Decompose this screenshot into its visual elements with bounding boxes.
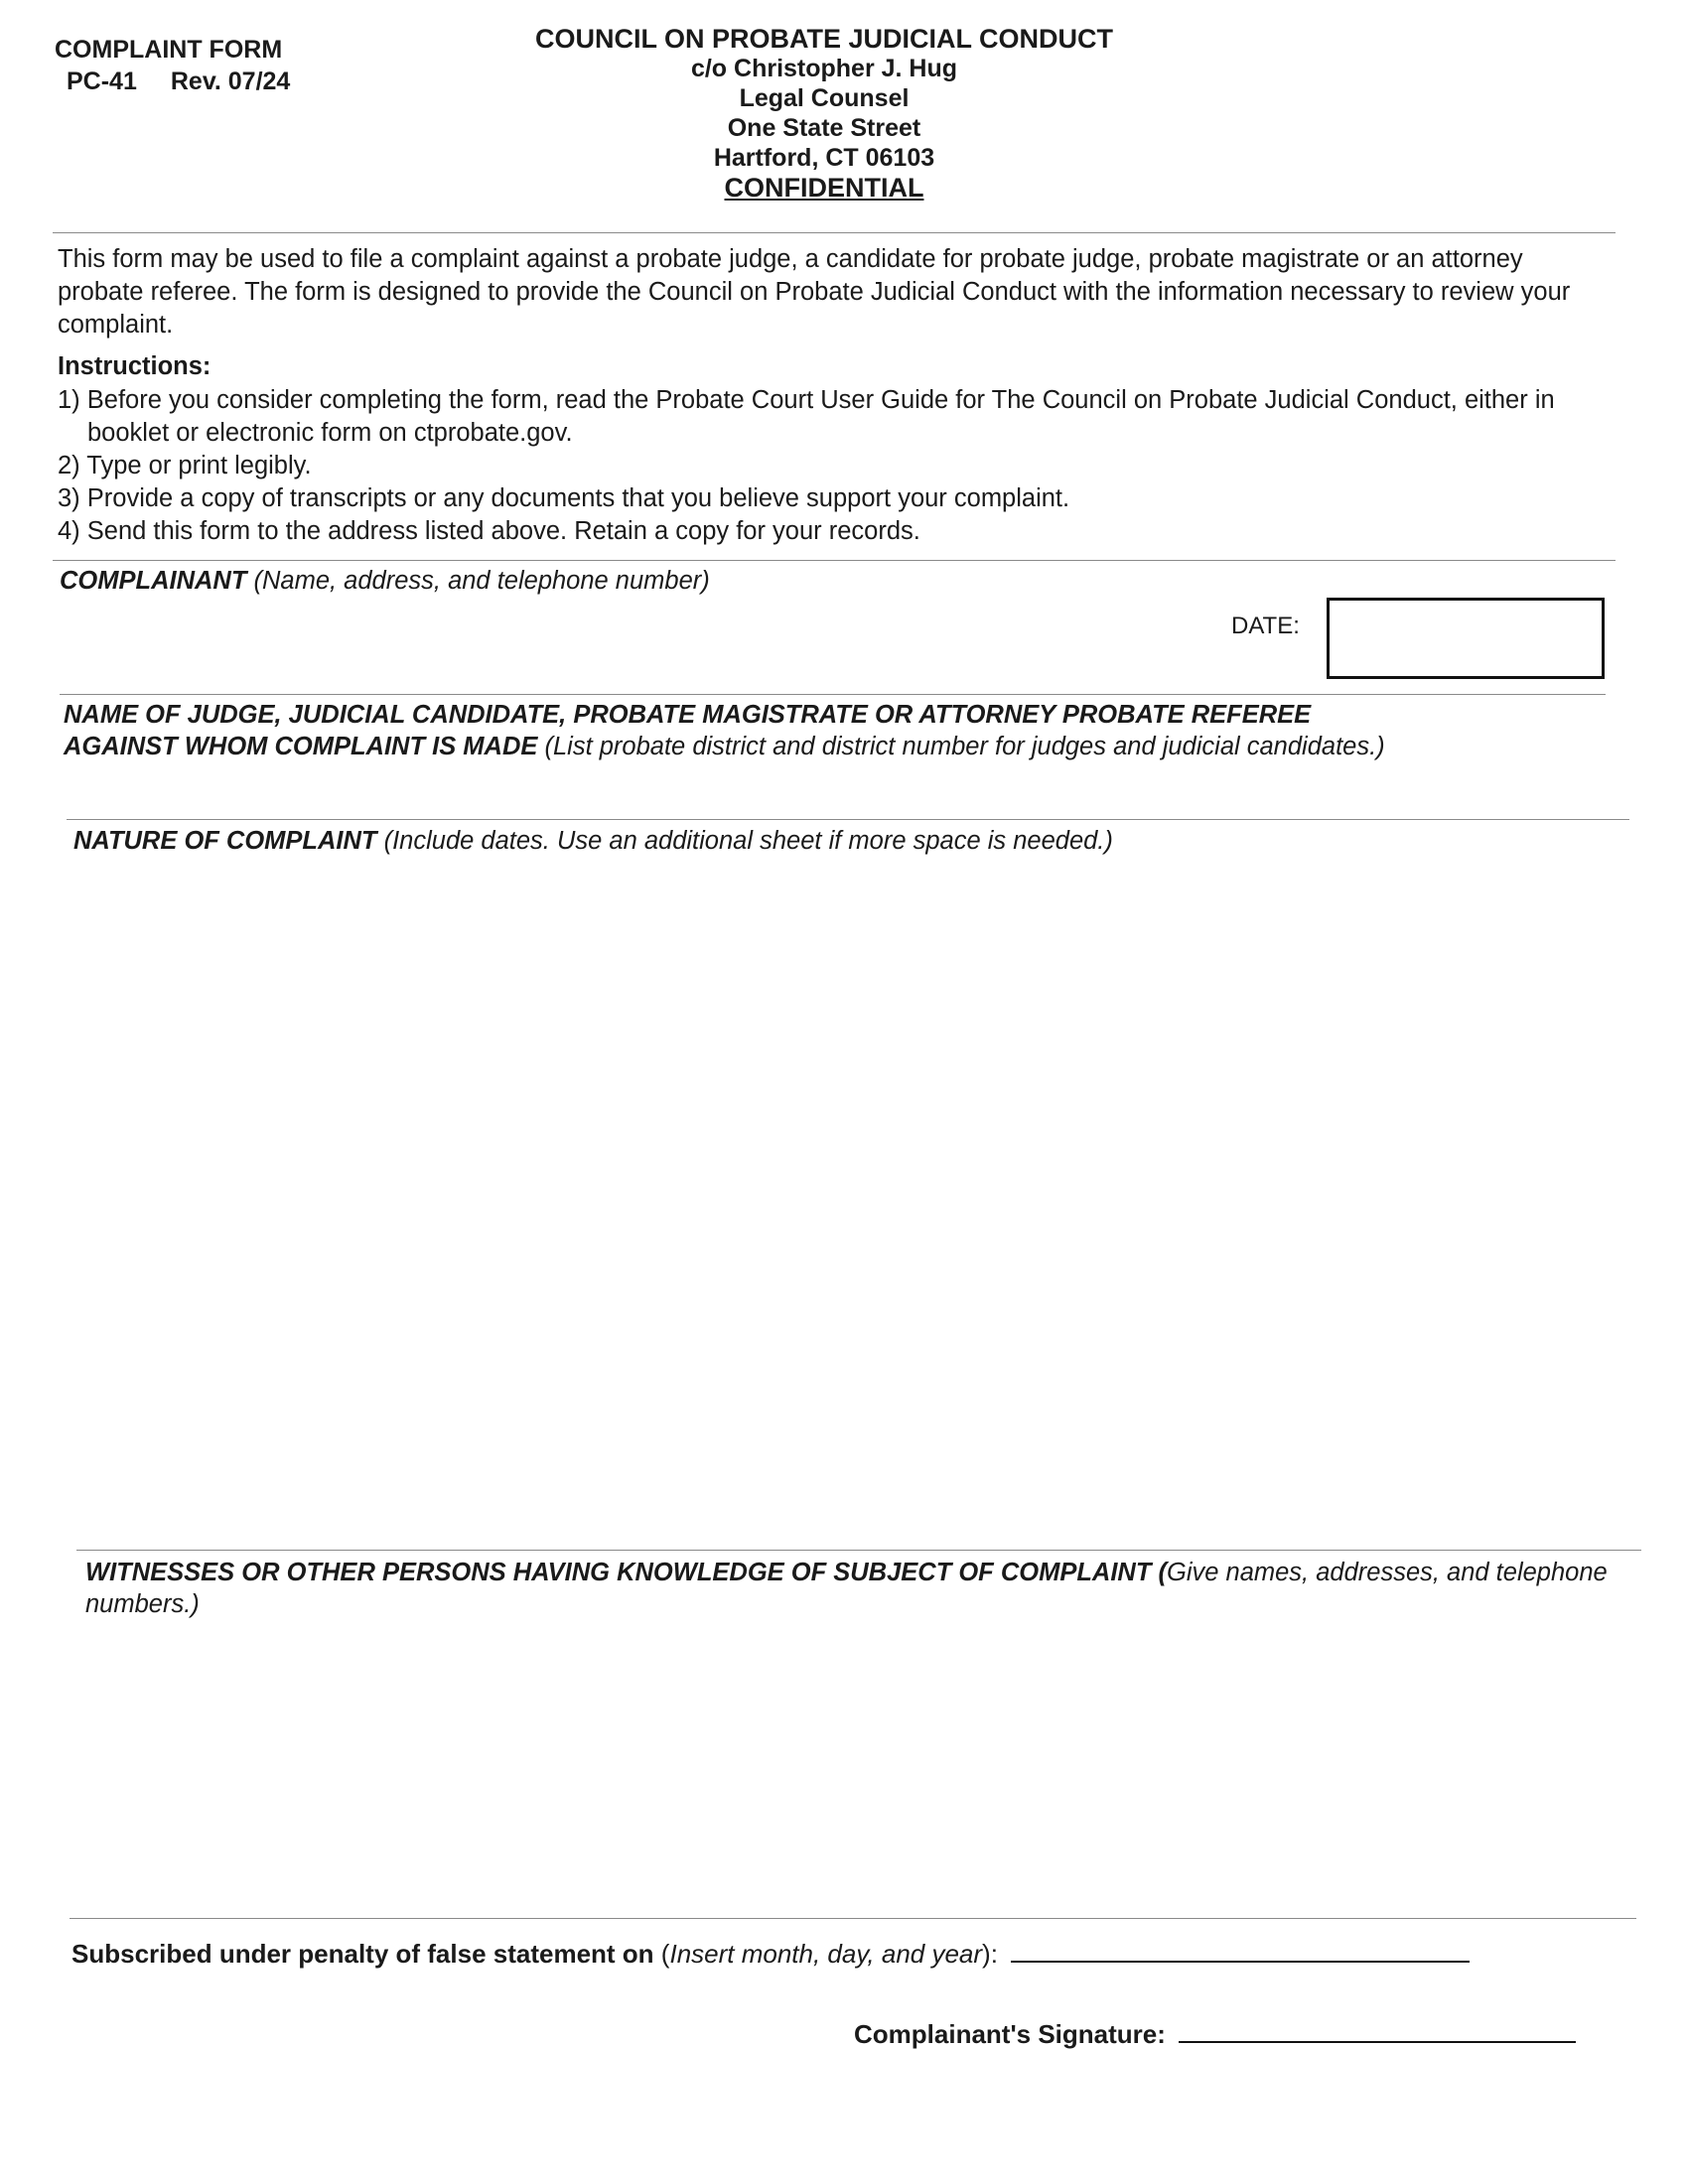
instruction-item: 4) Send this form to the address listed above. Retain a copy for your records. <box>58 517 920 545</box>
subscribed-text: Subscribed under penalty of false statement on <box>71 1939 654 1969</box>
subscribed-date-line[interactable] <box>1011 1961 1470 1963</box>
signature-line[interactable] <box>1179 2041 1576 2043</box>
complainant-hint: (Name, address, and telephone number) <box>253 567 710 595</box>
nature-divider <box>76 1550 1641 1551</box>
signature-label: Complainant's Signature: <box>854 2019 1166 2049</box>
witnesses-heading: WITNESSES OR OTHER PERSONS HAVING KNOWLEDGE OF SUBJECT OF COMPLAINT ( <box>85 1559 1167 1586</box>
instructions-heading: Instructions: <box>58 352 211 380</box>
judge-hint: (List probate district and district number for judges and judicial candidates.) <box>544 733 1385 760</box>
complainant-divider <box>60 694 1606 695</box>
form-number: PC-41 <box>67 68 137 95</box>
instruction-item: 1) Before you consider completing the form, read the Probate Court User Guide for The Council on Probate Judicial Conduct, either in booklet or electronic form on ctprobate.gov. <box>58 386 1555 447</box>
complainant-label <box>60 565 710 597</box>
form-revision: Rev. 07/24 <box>170 68 291 95</box>
counsel-role: Legal Counsel <box>739 84 910 112</box>
nature-label <box>73 825 1113 857</box>
form-number-line <box>55 66 290 97</box>
nature-hint: (Include dates. Use an additional sheet if more space is needed.) <box>383 827 1113 855</box>
city-state-zip: Hartford, CT 06103 <box>713 144 935 172</box>
nature-heading: NATURE OF COMPLAINT <box>73 827 377 855</box>
date-label: DATE: <box>1231 613 1300 639</box>
judge-heading-line2: AGAINST WHOM COMPLAINT IS MADE <box>64 733 538 760</box>
judge-label <box>64 699 1613 762</box>
paren-open: ( <box>660 1939 670 1969</box>
subscribed-hint: Insert month, day, and year <box>669 1939 983 1969</box>
subscribed-statement <box>71 1939 1470 1970</box>
signature-block <box>854 2019 1576 2050</box>
witnesses-hint: Give names, addresses, and telephone numbers.) <box>85 1559 1608 1618</box>
street-address: One State Street <box>727 114 921 142</box>
form-title: COMPLAINT FORM <box>55 36 283 64</box>
complainant-heading: COMPLAINANT <box>60 567 247 595</box>
paren-close: ): <box>982 1939 998 1969</box>
witnesses-label <box>85 1557 1634 1620</box>
judge-divider <box>67 819 1629 820</box>
witnesses-divider <box>70 1918 1636 1919</box>
instructions-divider <box>53 560 1616 561</box>
judge-heading-line1: NAME OF JUDGE, JUDICIAL CANDIDATE, PROBATE MAGISTRATE OR ATTORNEY PROBATE REFEREE <box>64 701 1312 729</box>
date-field[interactable] <box>1327 598 1605 679</box>
council-name: COUNCIL ON PROBATE JUDICIAL CONDUCT <box>534 24 1114 54</box>
instructions-list <box>58 384 1626 548</box>
instruction-item: 3) Provide a copy of transcripts or any documents that you believe support your complaint. <box>58 484 1070 512</box>
council-address-block <box>477 24 1172 203</box>
intro-paragraph: This form may be used to file a complaint against a probate judge, a candidate for probate judge, probate magistrate or an attorney probate referee. The form is designed to provide the Council on Probate Judicial Conduct with the information necessary to review your complaint. <box>58 245 1571 339</box>
confidential-label: CONFIDENTIAL <box>724 173 924 203</box>
care-of-line: c/o Christopher J. Hug <box>690 55 958 82</box>
instruction-item: 2) Type or print legibly. <box>58 452 312 479</box>
form-id-block <box>55 34 290 97</box>
header-divider <box>53 232 1616 233</box>
